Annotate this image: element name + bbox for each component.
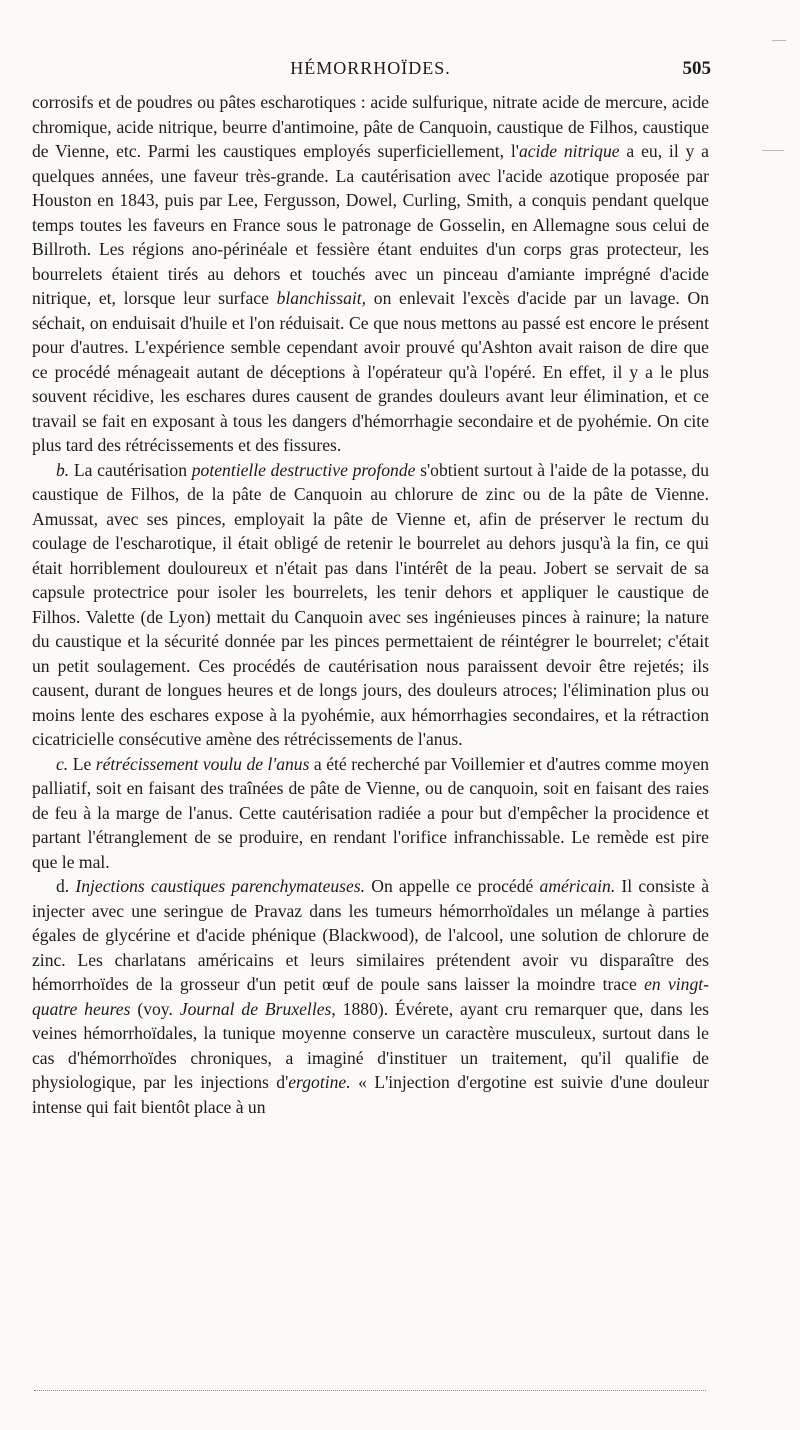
italic-run: potentielle destructive profonde	[191, 459, 416, 480]
page-header	[32, 58, 709, 88]
paragraph-parenchymatous-injections	[32, 874, 709, 1119]
paragraph-anal-narrowing	[32, 752, 709, 875]
text-run: s'obtient surtout à l'aide de la potasse, du caustique de Filhos, de la pâte de Canquoin au chlorure de zinc ou de la pâte de Vienne. Amussat, avec ses pinces, employait la pâte de Vienne et, afin de préserver le rectum du coulage de l'escharotique, il était obligé de retenir le bourrelet au dehors jusqu'à la fin, ce qui était horriblement douloureux et n'était pas dans l'intérêt de la peau. Jobert se servait de sa capsule protectrice pour isoler les bourrelets, les tenir dehors et appliquer le caustique de Filhos. Valette (de Lyon) mettait du Canquoin avec ses ingénieuses pinces à rainure; la nature du caustique et la sécurité donnée par les pinces permettaient de réintégrer le bourrelet; c'était un petit soulagement. Ces procédés de cautérisation nous paraissent devoir être rejetés; ils causent, durant de longues heures et de longs jours, des douleurs atroces; l'élimination plus ou moins lente des eschares expose à la pyohémie, aux hémorrhagies secondaires, et la rétraction cicatricielle consécutive amène des rétrécissements de l'anus.	[32, 459, 710, 749]
italic-run: rétrécissement voulu de l'anus	[95, 753, 310, 774]
italic-run: américain.	[539, 876, 616, 896]
italic-run: blanchissait,	[276, 288, 367, 308]
italic-run: ergotine.	[288, 1072, 351, 1092]
text-run: corrosifs et de poudres ou pâtes escharotiques : acide sulfurique, nitrate acide de mercure, acide chromique, acide nitrique, beurre d'antimoine, pâte de Canquoin, caustique de Filhos, caustique de Vienne, etc. Parmi les caustiques employés superficiellement, l'	[32, 92, 709, 161]
footer-dotted-rule	[34, 1390, 706, 1391]
text-run: , 1880). Évérete, ayant cru remarquer que, dans les veines hémorrhoïdales, la tunique moyenne conserve un caractère musculeux, surtout dans le cas d'hémorrhoïdes chroniques, a imaginé d'instituer un traitement, qu'il qualifie de physiologique, par les injections d'	[32, 998, 710, 1092]
margin-mark	[762, 150, 784, 151]
italic-run: b.	[56, 459, 70, 480]
italic-run: Injections caustiques parenchymateuses.	[75, 876, 366, 896]
italic-run: c.	[56, 753, 69, 774]
text-run: La cautérisation	[69, 459, 192, 480]
italic-run: Journal de Bruxelles	[179, 998, 332, 1019]
margin-mark	[772, 40, 786, 41]
page-number: 505	[682, 58, 711, 79]
text-run: (voy.	[130, 998, 180, 1019]
text-run: a été recherché par Voillemier et d'autres comme moyen palliatif, soit en faisant des traînées de pâte de Vienne, ou de canquoin, soit en faisant des raies de feu à la marge de l'anus. Cette cautérisation radiée a pour but d'empêcher la procidence et partant l'étranglement de se produire, en rendant l'orifice infranchissable. Le remède est pire que le mal.	[32, 753, 709, 872]
text-run: d.	[56, 876, 76, 896]
running-head: HÉMORRHOÏDES.	[290, 58, 451, 78]
text-run: On appelle ce procédé	[365, 876, 540, 896]
paragraph-potential-cauterization	[32, 458, 709, 752]
text-run: Le	[68, 753, 96, 774]
text-run: Il consiste à injecter avec une seringue de Pravaz dans les tumeurs hémorrhoïdales un mélange à parties égales de glycérine et d'acide phénique (Blackwood), de l'alcool, une solution de chlorure de zinc. Les charlatans américains et leurs similaires prétendent avoir vu disparaître des hémorrhoïdes de la grosseur d'un petit œuf de poule sans laisser la moindre trace	[32, 876, 710, 994]
italic-run: acide nitrique	[518, 141, 620, 161]
text-run: on enlevait l'excès d'acide par un lavage. On séchait, on enduisait d'huile et l'on réduisait. Ce que nous mettons au passé est encore le présent pour d'autres. L'expérience semble cependant avoir prouvé qu'Ashton avait raison de dire que ce procédé ménageait autant de déceptions à l'opérateur qu'à l'opéré. En effet, il y a le plus souvent récidive, les eschares dures causent de grandes douleurs avant leur élimination, et ce travail se fait en exposant à tous les dangers d'hémorrhagie secondaire et de pyohémie. On cite plus tard des rétrécissements et des fissures.	[32, 288, 709, 455]
text-run: a eu, il y a quelques années, une faveur très-grande. La cautérisation avec l'acide azotique proposée par Houston en 1843, puis par Lee, Fergusson, Dowel, Curling, Smith, a conquis pendant quelque temps toutes les faveurs en France sous le patronage de Gosselin, en Allemagne sous celui de Billroth. Les régions ano-périnéale et fessière étant enduites d'un corps gras protecteur, les bourrelets étaient tirés au dehors et touchés avec un pinceau d'amiante imprégné d'acide nitrique, et, lorsque leur surface	[32, 141, 709, 308]
body-text	[32, 90, 709, 1119]
paragraph-caustics-nitric-acid	[32, 90, 709, 458]
book-page	[32, 58, 709, 1119]
text-run: « L'injection d'ergotine est suivie d'une douleur intense qui fait bientôt place à un	[32, 1072, 709, 1117]
italic-run: en vingt-quatre heures	[32, 974, 709, 1019]
